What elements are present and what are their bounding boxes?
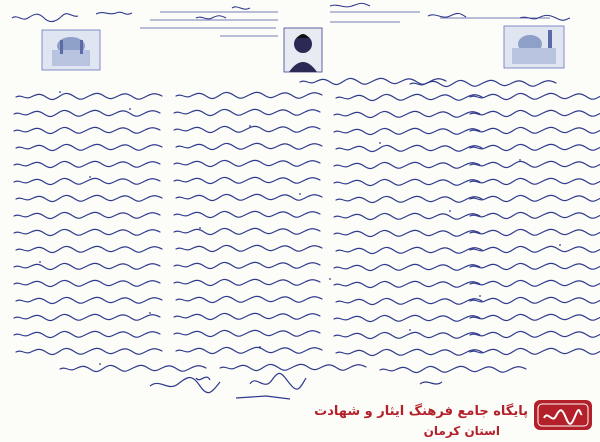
archive-watermark-logo [314,394,600,442]
letter-lines [14,78,600,372]
archive-name: پایگاه جامع فرهنگ ایثار و شهادت [314,404,528,419]
navid-shahed-badge-icon [532,396,594,436]
archive-province: استان کرمان [423,424,500,438]
